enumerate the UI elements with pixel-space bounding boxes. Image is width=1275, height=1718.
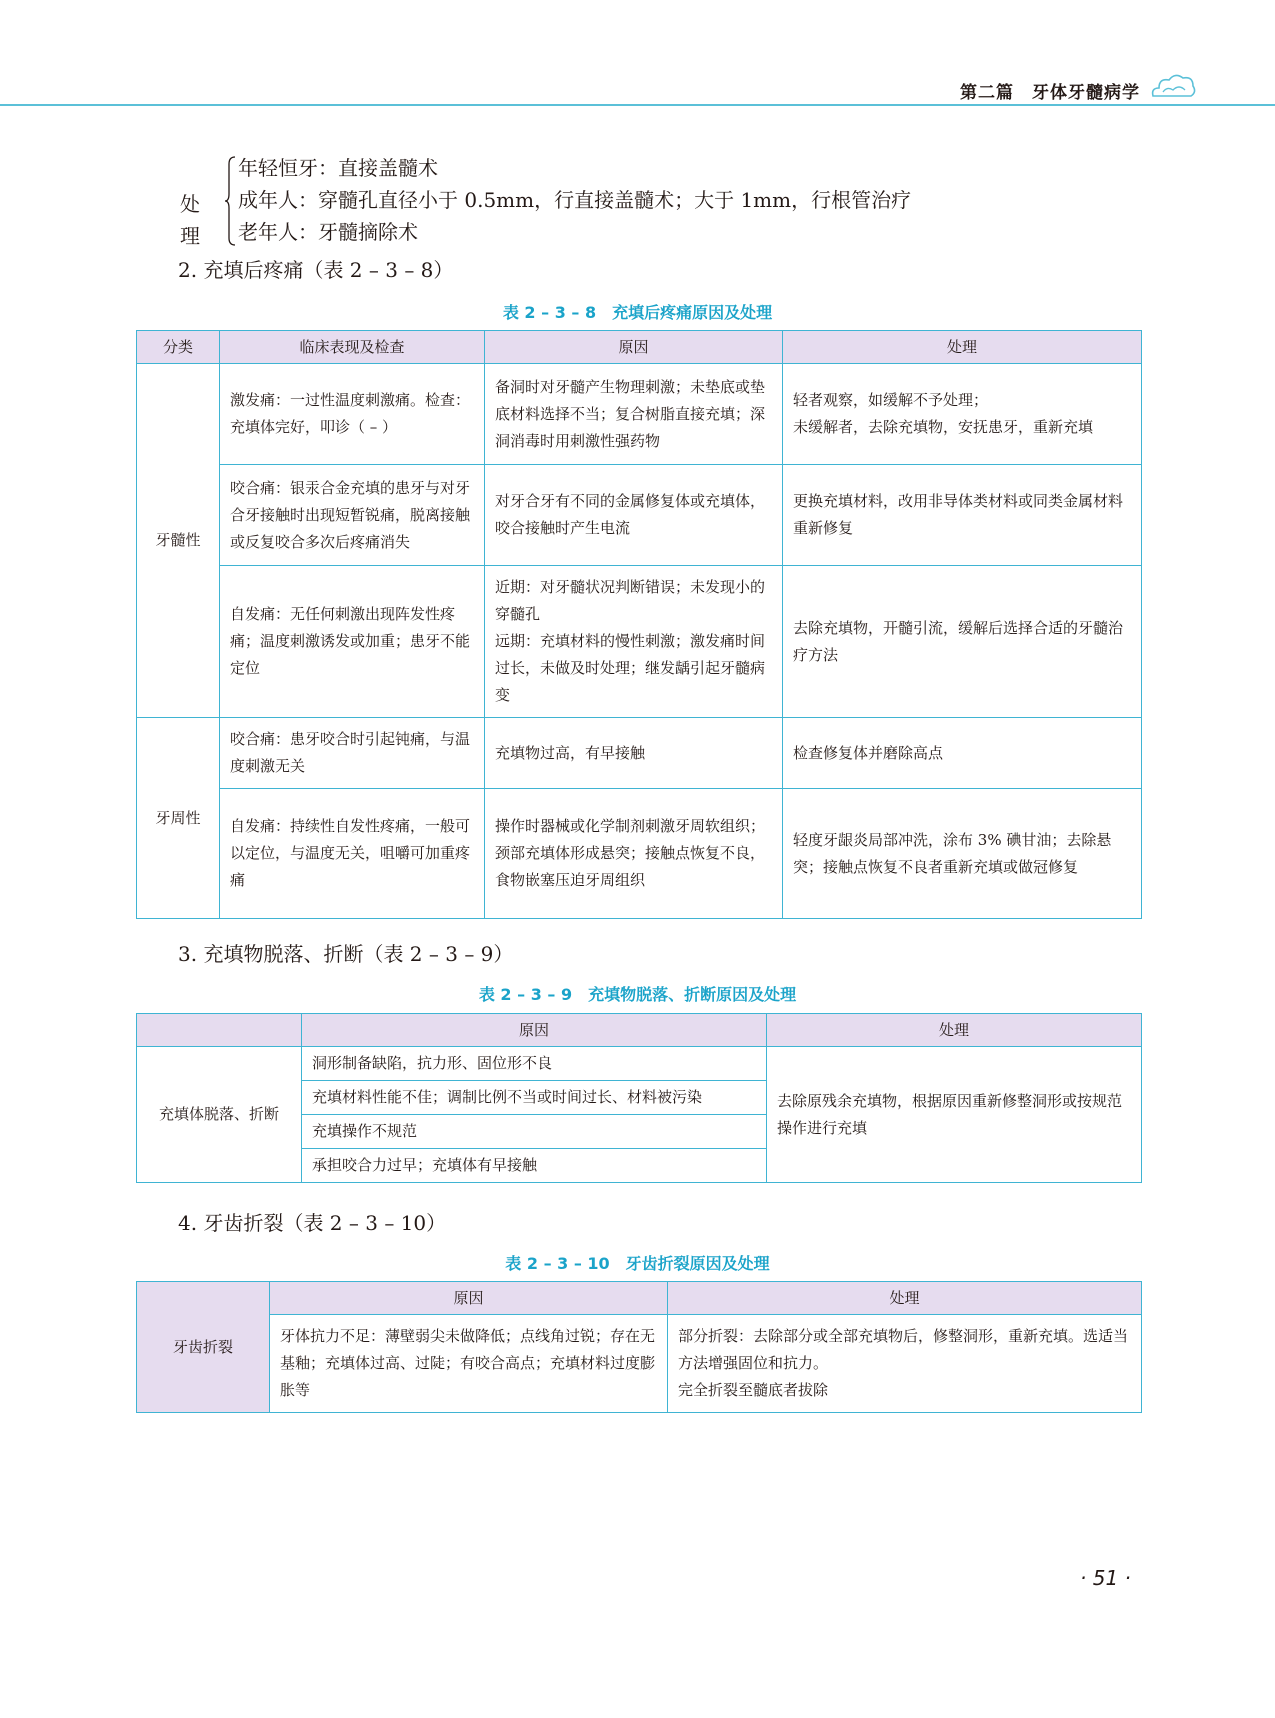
section-heading: 2. 充填后疼痛（表 2 – 3 – 8） xyxy=(178,258,454,282)
reason-cell: 洞形制备缺陷，抗力形、固位形不良 xyxy=(302,1047,767,1081)
column-header: 原因 xyxy=(302,1014,767,1047)
table-cell: 更换充填材料，改用非导体类材料或同类金属材料重新修复 xyxy=(783,465,1142,566)
table-caption: 表 2 – 3 – 10 牙齿折裂原因及处理 xyxy=(505,1254,770,1273)
treatment-line: 老年人：牙髓摘除术 xyxy=(238,220,418,244)
category-cell: 牙齿折裂 xyxy=(137,1282,270,1413)
treatment-line: 成年人：穿髓孔直径小于 0.5mm，行直接盖髓术；大于 1mm，行根管治疗 xyxy=(238,188,912,212)
table-cell: 近期：对牙髓状况判断错误；未发现小的穿髓孔 远期：充填材料的慢性刺激；激发痛时间过长，未做及时处理；继发龋引起牙髓病变 xyxy=(485,566,783,718)
section-heading: 4. 牙齿折裂（表 2 – 3 – 10） xyxy=(178,1211,447,1235)
table-2-3-10 xyxy=(136,1281,1142,1413)
header-rule xyxy=(0,104,1275,106)
table-cell: 咬合痛：银汞合金充填的患牙与对牙合牙接触时出现短暂锐痛，脱离接触或反复咬合多次后疼痛消失 xyxy=(220,465,485,566)
column-header: 处理 xyxy=(783,331,1142,364)
table-cell: 自发痛：持续性自发性疼痛，一般可以定位，与温度无关，咀嚼可加重疼痛 xyxy=(220,789,485,919)
table-cell: 自发痛：无任何刺激出现阵发性疼痛；温度刺激诱发或加重；患牙不能定位 xyxy=(220,566,485,718)
table-cell: 轻度牙龈炎局部冲洗，涂布 3% 碘甘油；去除悬突；接触点恢复不良者重新充填或做冠修复 xyxy=(783,789,1142,919)
column-header: 处理 xyxy=(767,1014,1142,1047)
table-cell: 充填物过高，有早接触 xyxy=(485,718,783,789)
treatment-cell: 部分折裂：去除部分或全部充填物后，修整洞形，重新充填。选适当方法增强固位和抗力。 完全折裂至髓底者拔除 xyxy=(668,1315,1142,1413)
table-cell: 咬合痛：患牙咬合时引起钝痛，与温度刺激无关 xyxy=(220,718,485,789)
treatment-line: 年轻恒牙：直接盖髓术 xyxy=(238,156,438,180)
category-cell: 牙周性 xyxy=(137,718,220,919)
category-cell: 充填体脱落、折断 xyxy=(137,1047,302,1183)
running-header: 第二篇 牙体牙髓病学 xyxy=(960,83,1140,103)
table-caption: 表 2 – 3 – 8 充填后疼痛原因及处理 xyxy=(502,303,773,322)
reason-cell: 充填操作不规范 xyxy=(302,1115,767,1149)
column-header xyxy=(137,1014,302,1047)
brace-icon xyxy=(224,156,236,246)
table-cell: 对牙合牙有不同的金属修复体或充填体，咬合接触时产生电流 xyxy=(485,465,783,566)
table-cell: 操作时器械或化学制剂刺激牙周软组织；颈部充填体形成悬突；接触点恢复不良，食物嵌塞压迫牙周组织 xyxy=(485,789,783,919)
treatment-label: 处理 xyxy=(180,192,200,248)
table-cell: 轻者观察，如缓解不予处理； 未缓解者，去除充填物，安抚患牙，重新充填 xyxy=(783,364,1142,465)
page-number: · 51 · xyxy=(1080,1566,1131,1590)
table-2-3-8 xyxy=(136,330,1142,919)
column-header: 处理 xyxy=(668,1282,1142,1315)
table-cell: 检查修复体并磨除高点 xyxy=(783,718,1142,789)
table-caption: 表 2 – 3 – 9 充填物脱落、折断原因及处理 xyxy=(478,985,797,1004)
reason-cell: 充填材料性能不佳；调制比例不当或时间过长、材料被污染 xyxy=(302,1081,767,1115)
category-cell: 牙髓性 xyxy=(137,364,220,718)
column-header: 原因 xyxy=(485,331,783,364)
section-heading: 3. 充填物脱落、折断（表 2 – 3 – 9） xyxy=(178,942,514,966)
reason-cell: 牙体抗力不足：薄壁弱尖未做降低；点线角过锐；存在无基釉；充填体过高、过陡；有咬合高点；充填材料过度膨胀等 xyxy=(270,1315,668,1413)
cloud-ornament-icon xyxy=(1149,70,1197,102)
table-2-3-9 xyxy=(136,1013,1142,1183)
reason-cell: 承担咬合力过早；充填体有早接触 xyxy=(302,1149,767,1183)
column-header: 分类 xyxy=(137,331,220,364)
table-cell: 去除充填物，开髓引流，缓解后选择合适的牙髓治疗方法 xyxy=(783,566,1142,718)
column-header: 临床表现及检查 xyxy=(220,331,485,364)
table-cell: 激发痛：一过性温度刺激痛。检查：充填体完好，叩诊（ – ） xyxy=(220,364,485,465)
column-header: 原因 xyxy=(270,1282,668,1315)
treatment-cell: 去除原残余充填物，根据原因重新修整洞形或按规范操作进行充填 xyxy=(767,1047,1142,1183)
table-cell: 备洞时对牙髓产生物理刺激；未垫底或垫底材料选择不当；复合树脂直接充填；深洞消毒时用刺激性强药物 xyxy=(485,364,783,465)
